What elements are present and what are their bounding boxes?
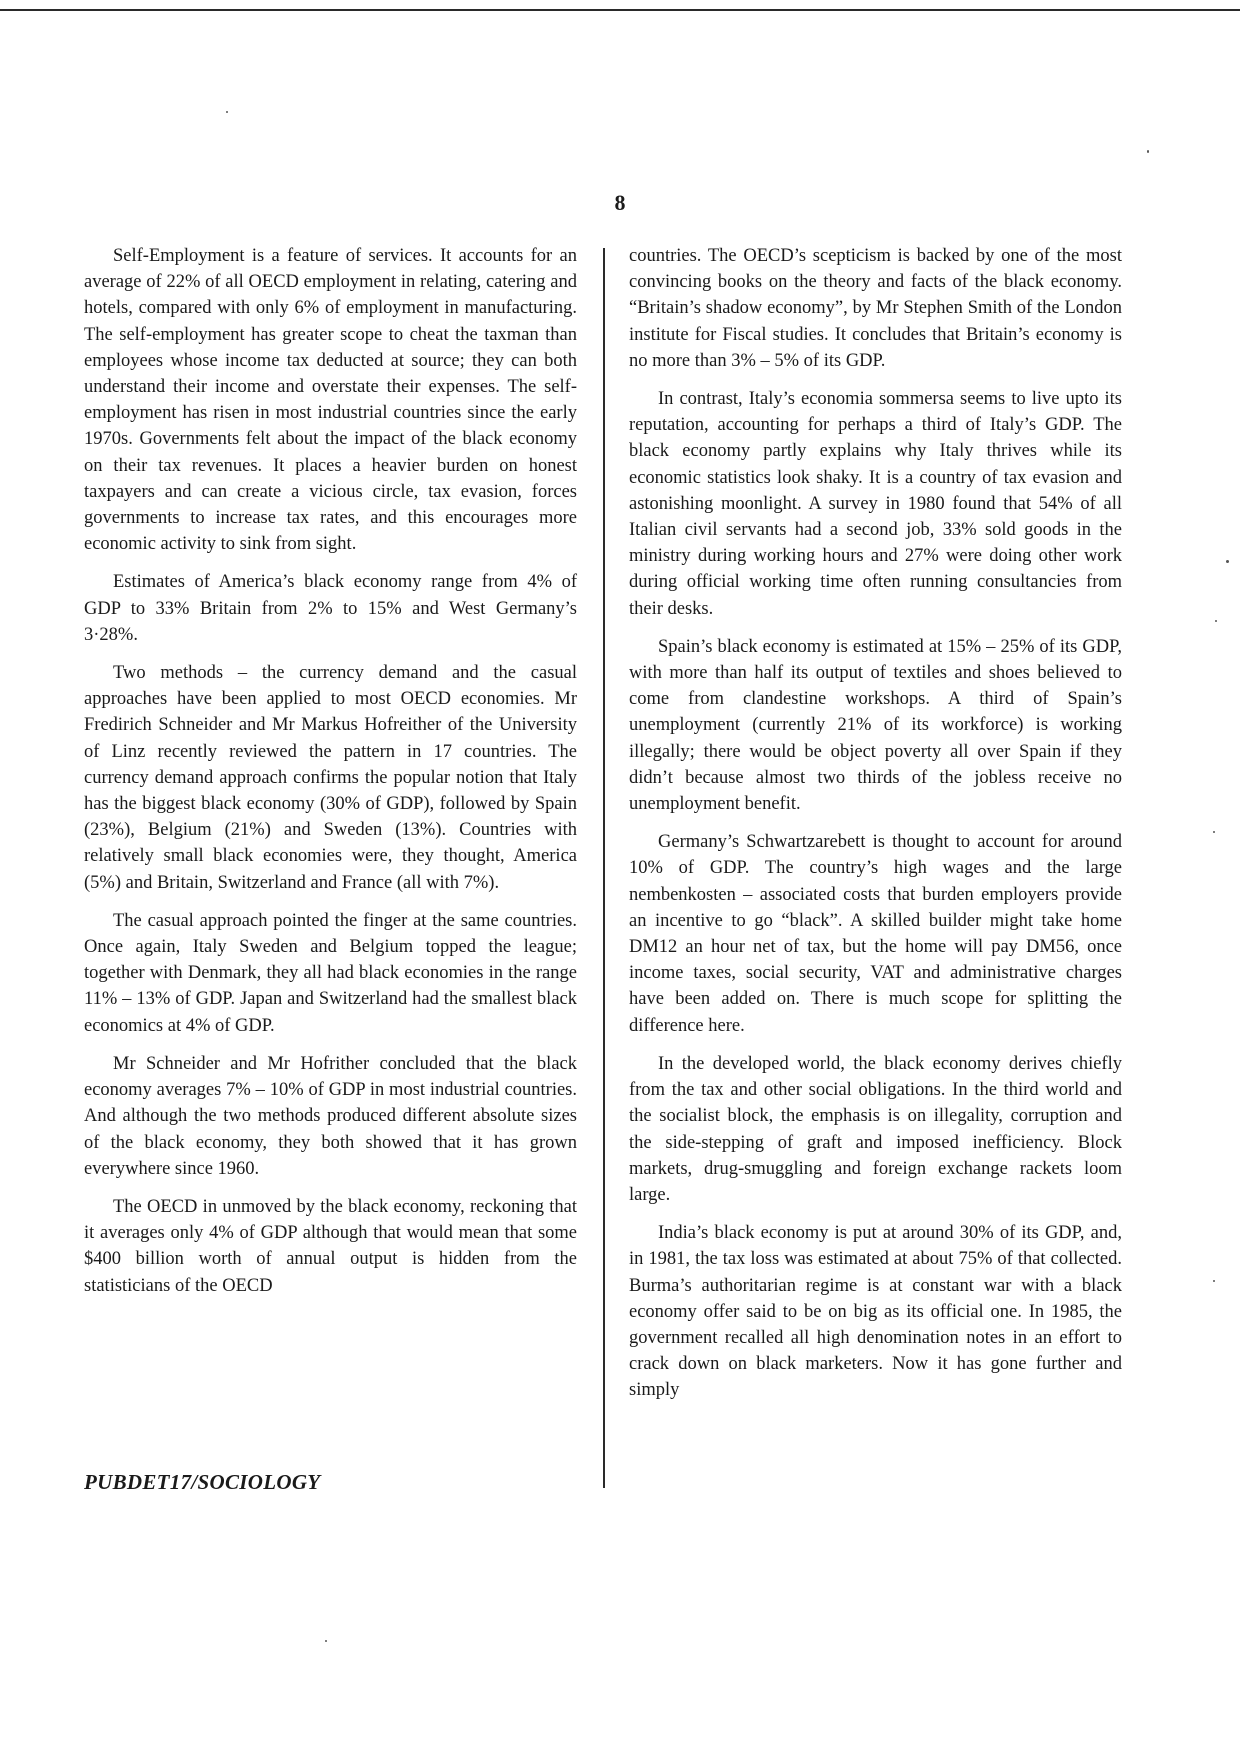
scan-speck [1213, 831, 1215, 833]
scan-speck [325, 1640, 327, 1642]
scan-speck [1226, 560, 1229, 563]
paragraph-germany: Germany’s Schwartzarebett is thought to account for around 10% of GDP. The country’s high wages and the large nembenkosten – associated costs that burden employers provide an incentive to go “black”. A skilled builder might take home DM12 an hour net of tax, but the home will pay DM56, once income taxes, social security, VAT and administrative charges have been added on. There is much scope for splitting the difference here. [629, 832, 1122, 1036]
paragraph-two-methods: Two methods – the currency demand and the casual approaches have been applied to most OECD economies. Mr Fredirich Schneider and Mr Markus Hofreither of the University of Linz recently reviewed the pattern in 17 countries. The currency demand approach confirms the popular notion that Italy has the biggest black economy (30% of GDP), followed by Spain (23%), Belgium (21%) and Sweden (13%). Countries with relatively small black economies were, they thought, America (5%) and Britain, Switzerland and France (all with 7%). [84, 663, 577, 893]
left-column [84, 243, 577, 1311]
footer-code: PUBDET17/SOCIOLOGY [84, 1470, 321, 1494]
paragraph-spain: Spain’s black economy is estimated at 15% – 25% of its GDP, with more than half its output of textiles and shoes believed to come from clandestine workshops. A third of Spain’s unemployment (currently 21% of its workforce) is working illegally; there would be object poverty all over Spain if they didn’t because almost two thirds of the jobless receive no unemployment benefit. [629, 636, 1122, 815]
top-rule [0, 9, 1240, 11]
paragraph-oecd-continuation: countries. The OECD’s scepticism is backed by one of the most convincing books on the theory and facts of the black economy. “Britain’s shadow economy”, by Mr Stephen Smith of the London institute for Fiscal studies. It concludes that Britain’s economy is no more than 3% – 5% of its GDP. [629, 246, 1122, 371]
scan-speck [1215, 620, 1217, 622]
paragraph-estimates: Estimates of America’s black economy range from 4% of GDP to 33% Britain from 2% to 15% and West Germany’s 3·28%. [84, 572, 577, 645]
right-column [629, 243, 1122, 1416]
paragraph-developed-world: In the developed world, the black economy derives chiefly from the tax and other social obligations. In the third world and the socialist block, the emphasis is on illegality, corruption and the side-stepping of graft and imposed inefficiency. Block markets, drug-smuggling and foreign exchange rackets loom large. [629, 1053, 1122, 1205]
paragraph-italy: In contrast, Italy’s economia sommersa seems to live upto its reputation, accounting for perhaps a third of Italy’s GDP. The black economy partly explains why Italy thrives while its economic statistics look shaky. It is a country of tax evasion and astonishing moonlight. A survey in 1980 found that 54% of all Italian civil servants had a second job, 33% sold goods in the ministry during working hours and 27% were doing other work during official working time often running consultancies from their desks. [629, 389, 1122, 619]
paragraph-oecd-unmoved: The OECD in unmoved by the black economy, reckoning that it averages only 4% of GDP although that would mean that some $400 billion worth of annual output is hidden from the statisticians of the OECD [84, 1196, 577, 1296]
scan-speck [1147, 150, 1149, 153]
scan-speck [1213, 1280, 1215, 1282]
column-divider [603, 248, 605, 1488]
paragraph-self-employment: Self-Employment is a feature of services. It accounts for an average of 22% of all OECD employment in relating, catering and hotels, compared with only 6% of employment in manufacturing. The self-employment has greater scope to cheat the taxman than employees whose income tax deducted at source; they can both understand their income and overstate their expenses. The self-employment has risen in most industrial countries since the early 1970s. Governments felt about the impact of the black economy on their tax revenues. It places a heavier burden on honest taxpayers and can create a vicious circle, tax evasion, forces governments to increase tax rates, and this encourages more economic activity to sink from sight. [84, 246, 577, 555]
paragraph-india-burma: India’s black economy is put at around 30% of its GDP, and, in 1981, the tax loss was estimated at about 75% of that collected. Burma’s authoritarian regime is at constant war with a black economy offer said to be on big as its official one. In 1985, the government recalled all high denomination notes in an effort to crack down on black marketers. Now it has gone further and simply [629, 1223, 1122, 1401]
page-number: 8 [614, 190, 626, 215]
scan-speck [226, 111, 228, 113]
paragraph-schneider-conclusion: Mr Schneider and Mr Hofrither concluded that the black economy averages 7% – 10% of GDP in most industrial countries. And although the two methods produced different absolute sizes of the black economy, they both showed that it has grown everywhere since 1960. [84, 1053, 577, 1179]
paragraph-casual-approach: The casual approach pointed the finger at the same countries. Once again, Italy Sweden and Belgium topped the league; together with Denmark, they all had black economies in the range 11% – 13% of GDP. Japan and Switzerland had the smallest black economics at 4% of GDP. [84, 910, 577, 1036]
